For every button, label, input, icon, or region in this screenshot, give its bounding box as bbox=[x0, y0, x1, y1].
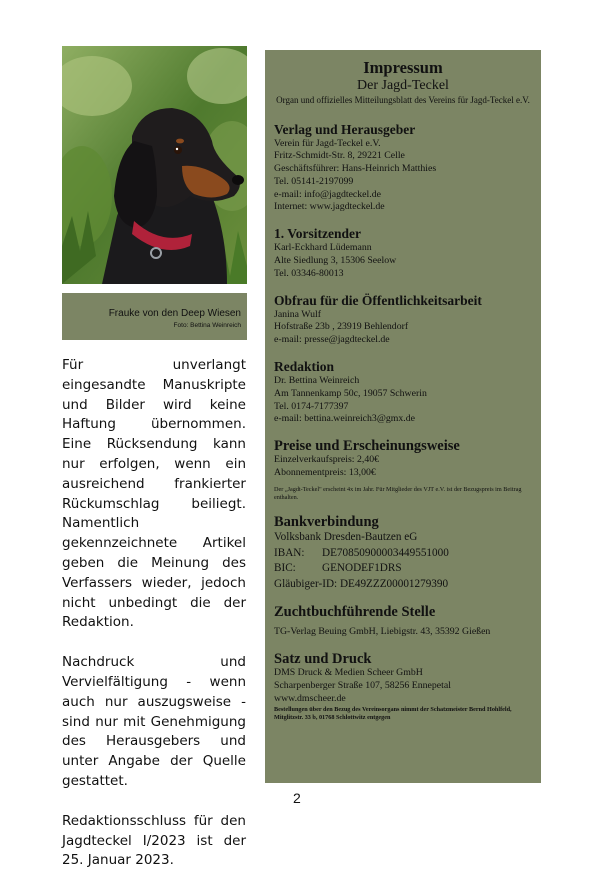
iban-line bbox=[274, 546, 532, 562]
section-line: Verein für Jagd-Teckel e.V. bbox=[274, 137, 381, 149]
section-title: Zuchtbuchführende Stelle bbox=[274, 604, 436, 621]
preise-section bbox=[274, 438, 532, 502]
section-line: Janina Wulf bbox=[274, 308, 322, 320]
section-line: Tel. 05141-2197099 bbox=[274, 175, 354, 187]
photo-caption: Frauke von den Deep Wiesen bbox=[108, 308, 241, 319]
dachshund-photo bbox=[62, 46, 247, 284]
impressum-box bbox=[265, 50, 541, 783]
page-number: 2 bbox=[293, 790, 301, 806]
redaktion-section bbox=[274, 359, 532, 426]
section-line: www.dmscheer.de bbox=[274, 692, 346, 704]
section-line: Alte Siedlung 3, 15306 Seelow bbox=[274, 255, 397, 267]
order-note: Bestellungen über den Bezug des Vereinsorgans nimmt der Schatzmeister Bernd Hohlfeld, Mitglitzstr. 33 b, 01768 Schlottwitz entgegen bbox=[274, 705, 512, 721]
section-line: Abonnementpreis: 13,00€ bbox=[274, 467, 376, 479]
vorsitz-section bbox=[274, 226, 532, 280]
section-line: Scharpenberger Straße 107, 58256 Ennepetal bbox=[274, 680, 451, 692]
price-note: Der „Jagdt-Teckel" erscheint 4x im Jahr. Für Mitglieder des VJT e.V. ist der Bezugspreis im Beitrag enthalten. bbox=[274, 485, 522, 502]
section-title: Satz und Druck bbox=[274, 651, 372, 668]
section-line: Am Tannenkamp 50c, 19057 Schwerin bbox=[274, 387, 427, 399]
section-line: Dr. Bettina Weinreich bbox=[274, 375, 360, 387]
iban-value: DE70850900003449551000 bbox=[322, 546, 449, 559]
bic-label: BIC: bbox=[274, 562, 296, 575]
deadline-paragraph: Redaktionsschluss für den Jagdteckel I/2023 ist der 25. Januar 2023. bbox=[62, 812, 246, 869]
dachshund-illustration bbox=[62, 46, 247, 284]
section-line: e-mail: info@jagdteckel.de bbox=[274, 188, 381, 200]
bank-name: Volksbank Dresden-Bautzen eG bbox=[274, 531, 418, 544]
photo-credit: Foto: Bettina Weinreich bbox=[173, 322, 241, 329]
section-title: Verlag und Herausgeber bbox=[274, 121, 416, 137]
section-line: e-mail: presse@jagdteckel.de bbox=[274, 334, 390, 346]
section-title: 1. Vorsitzender bbox=[274, 226, 361, 242]
satz-section bbox=[274, 651, 532, 722]
section-title: Redaktion bbox=[274, 359, 335, 375]
section-line: DMS Druck & Medien Scheer GmbH bbox=[274, 667, 423, 679]
disclaimer-paragraph-1: Für unverlangt eingesandte Manuskripte und Bilder wird keine Haftung übernommen. Eine Rücksendung kann nur erfolgen, wenn ein ausreichend frankierter Rückumschlag beiliegt. Namentlich gekennzeichnete Artikel geben die Meinung des Verfassers wieder, jedoch nicht unbedingt die der Redaktion. bbox=[62, 357, 246, 631]
photo-caption-box bbox=[62, 293, 247, 340]
section-line: Internet: www.jagdteckel.de bbox=[274, 201, 385, 213]
section-line: e-mail: bettina.weinreich3@gmx.de bbox=[274, 413, 415, 425]
section-line: Hofstraße 23b , 23919 Behlendorf bbox=[274, 321, 409, 333]
section-line: Fritz-Schmidt-Str. 8, 29221 Celle bbox=[274, 150, 405, 162]
iban-label: IBAN: bbox=[274, 546, 305, 559]
disclaimer-paragraph-2: Nachdruck und Vervielfältigung - wenn auch nur auszugsweise - sind nur mit Genehmigung des Herausgebers und unter Angabe der Quelle gestattet. bbox=[62, 654, 246, 789]
section-line: Tel. 03346-80013 bbox=[274, 267, 344, 279]
section-line: Einzelverkaufspreis: 2,40€ bbox=[274, 454, 380, 466]
section-line: TG-Verlag Beuing GmbH, Liebigstr. 43, 35392 Gießen bbox=[274, 626, 491, 638]
section-title: Bankverbindung bbox=[274, 514, 379, 531]
zucht-section bbox=[274, 604, 532, 639]
section-line: Karl-Eckhard Lüdemann bbox=[274, 242, 372, 254]
disclaimer-text bbox=[62, 356, 246, 891]
bic-line bbox=[274, 561, 532, 577]
verlag-section bbox=[274, 122, 532, 215]
section-title: Obfrau für die Öffentlichkeitsarbeit bbox=[274, 292, 482, 308]
section-title: Preise und Erscheinungsweise bbox=[274, 438, 460, 455]
glaeubiger-id: Gläubiger-ID: DE49ZZZ00001279390 bbox=[274, 577, 449, 590]
magazine-title: Der Jagd-Teckel bbox=[357, 78, 449, 93]
impressum-title: Impressum bbox=[363, 58, 443, 77]
section-line: Geschäftsführer: Hans-Heinrich Matthies bbox=[274, 163, 437, 175]
obfrau-section bbox=[274, 293, 532, 347]
bank-section bbox=[274, 514, 532, 592]
magazine-description: Organ und offizielles Mitteilungsblatt des Vereins für Jagd-Teckel e.V. bbox=[276, 95, 530, 105]
bic-value: GENODEF1DRS bbox=[322, 562, 402, 575]
section-line: Tel. 0174-7177397 bbox=[274, 400, 349, 412]
